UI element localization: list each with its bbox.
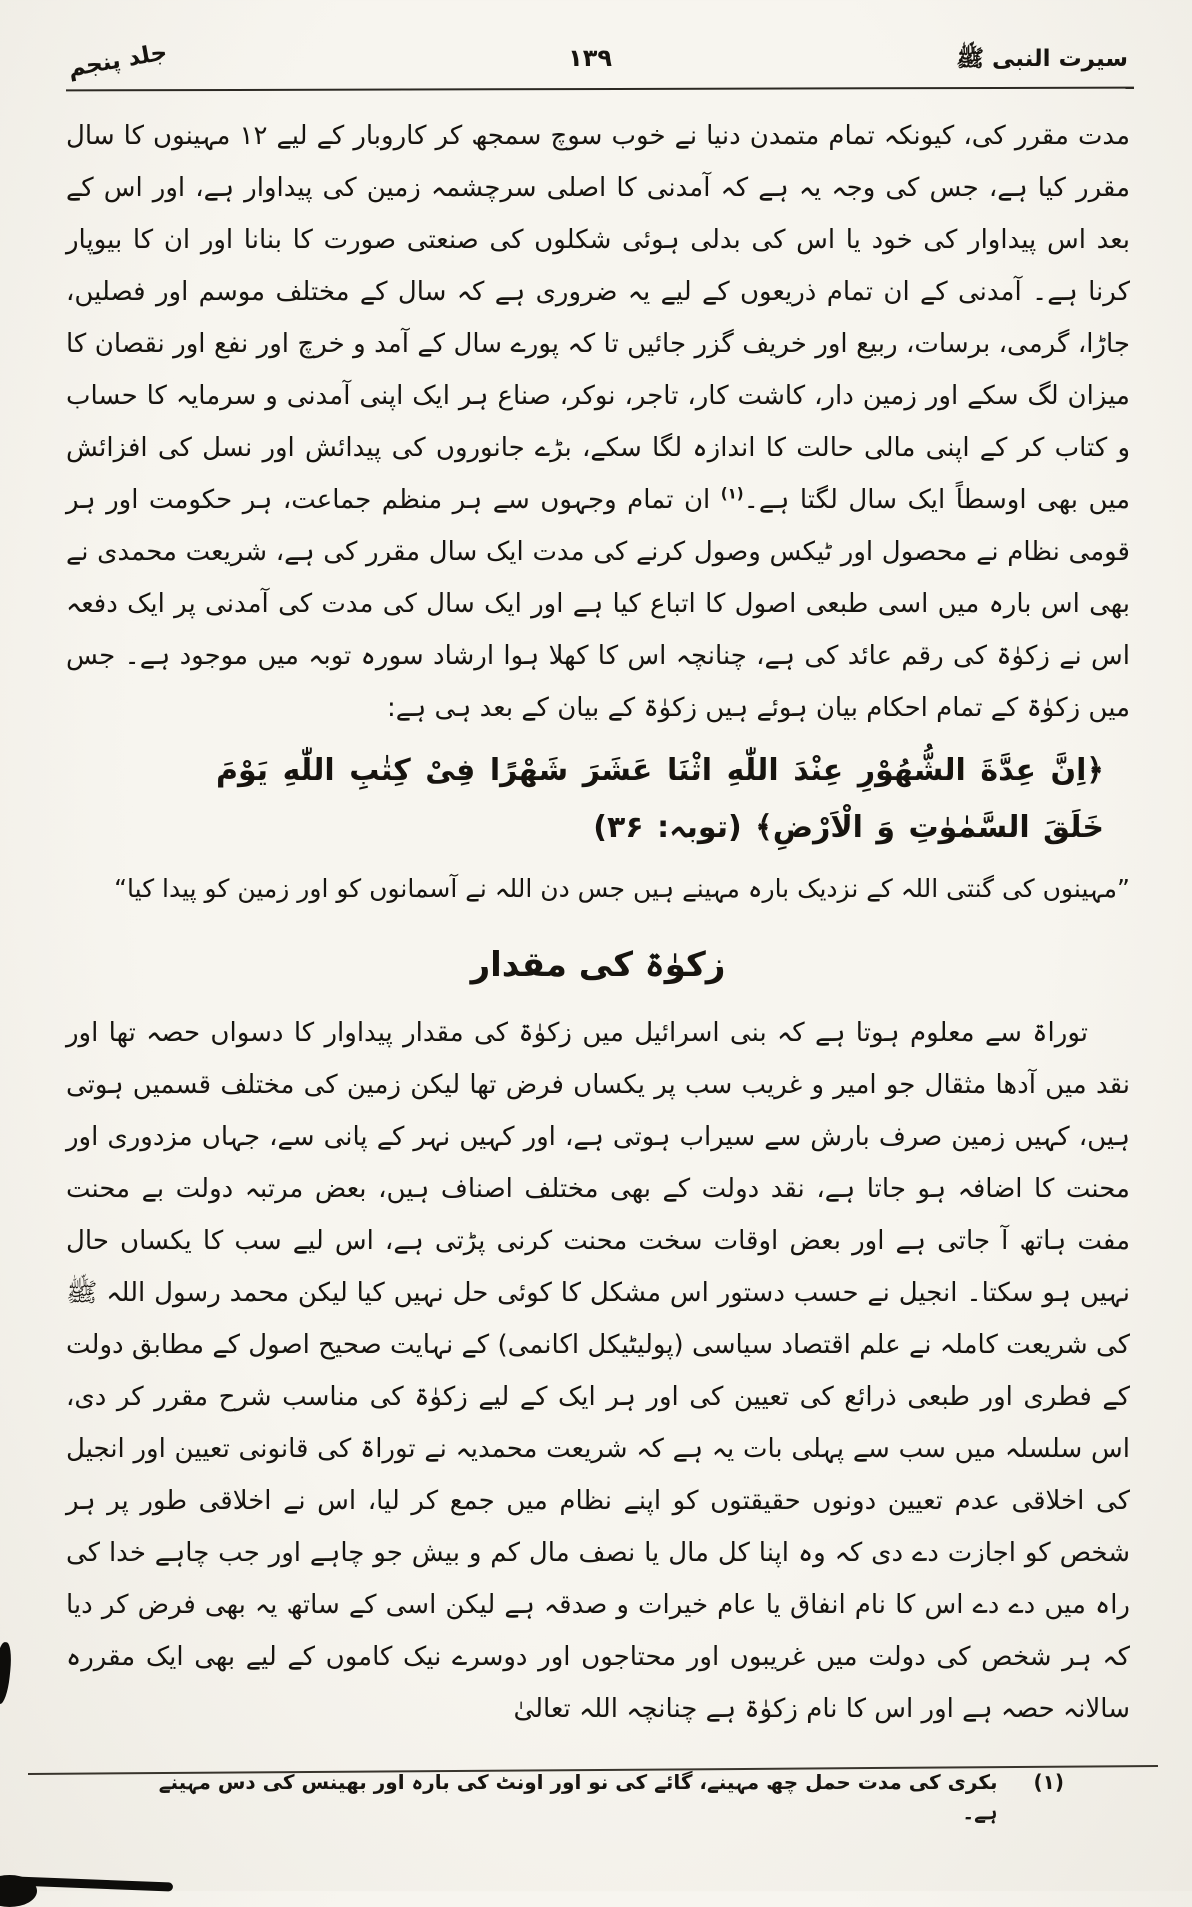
footnote-marker: (۱) [1033,1770,1064,1794]
page-number: ۱۳۹ [568,44,613,72]
footnote [120,1767,1064,1827]
scan-artifact-left-edge [0,1641,13,1704]
paragraph-annual-period-part1: مدت مقرر کی، کیونکہ تمام متمدن دنیا نے خوب سوچ سمجھ کر کاروبار کے لیے ۱۲ مہینوں کا سال مقرر کیا ہے، جس کی وجہ یہ ہے کہ آمدنی کا اصلی سرچشمہ زمین کی پیداوار ہے، اور اس کے بعد اس پیداوار کی خود یا اس کی بدلی ہوئی شکلوں کی صنعتی صورت کا بنانا اور ان کا بیوپار کرنا ہے۔ آمدنی کے ان تمام ذریعوں کے لیے یہ ضروری ہے کہ سال کے مختلف موسم اور فصلیں، جاڑا، گرمی، برسات، ربیع اور خریف گزر جائیں تا کہ پورے سال کے آمد و خرچ اور نفع اور نقصان کا میزان لگ سکے اور زمین دار، کاشت کار، تاجر، نوکر، صناع ہر ایک اپنی آمدنی و سرمایہ کا حساب و کتاب کر کے اپنی مالی حالت کا اندازہ لگا سکے، بڑے جانوروں کی پیدائش اور نسل کی افزائش میں بھی اوسطاً ایک سال لگتا ہے۔ [66,121,1131,515]
header-divider [66,87,1134,92]
footnote-text: بکری کی مدت حمل چھ مہینے، گائے کی نو اور اونٹ کی بارہ اور بھینس کی دس مہینے ہے۔ [158,1770,998,1824]
paragraph-zakat-amount: توراۃ سے معلوم ہوتا ہے کہ بنی اسرائیل میں زکوٰۃ کی مقدار پیداوار کا دسواں حصہ تھا اور نقد میں آدھا مثقال جو امیر و غریب سب پر یکساں فرض تھا لیکن زمین کی مختلف قسمیں ہوتی ہیں، کہیں زمین صرف بارش سے سیراب ہوتی ہے، اور کہیں نہر کے پانی سے، جہاں مزدوری اور محنت کا اضافہ ہو جاتا ہے، نقد دولت کے بھی مختلف اصناف ہیں، بعض مرتبہ دولت بے محنت مفت ہاتھ آ جاتی ہے اور بعض اوقات سخت محنت کرنی پڑتی ہے، اس لیے سب کا یکساں حال نہیں ہو سکتا۔ انجیل نے حسب دستور اس مشکل کا کوئی حل نہیں کیا لیکن محمد رسول اللہ ﷺ کی شریعت کاملہ نے علم اقتصاد سیاسی (پولیٹیکل اکانمی) کے نہایت صحیح اصول کے مطابق دولت کے فطری اور طبعی ذرائع کی تعیین کی اور ہر ایک کے لیے زکوٰۃ کی مناسب شرح مقرر کر دی، اس سلسلہ میں سب سے پہلی بات یہ ہے کہ شریعت محمدیہ نے توراۃ کی قانونی تعیین اور انجیل کی اخلاقی عدم تعیین دونوں حقیقتوں کو اپنے نظام میں جمع کر لیا، اس نے اخلاقی طور پر ہر شخص کو اجازت دے دی کہ وہ اپنا کل مال یا نصف مال کم و بیش جو چاہے اور جب چاہے خدا کی راہ میں دے دے اس کا نام انفاق یا عام خیرات و صدقہ ہے لیکن اسی کے ساتھ یہ بھی فرض کر دیا کہ ہر شخص کی دولت میں غریبوں اور محتاجوں اور دوسرے نیک کاموں کے لیے بھی ایک مقررہ سالانہ حصہ ہے اور اس کا نام زکوٰۃ ہے چنانچہ اللہ تعالیٰ [66,1018,1130,1724]
section-heading-zakat-amount: زکوٰۃ کی مقدار [470,945,726,985]
verse-translation: ”مہینوں کی گنتی اللہ کے نزدیک بارہ مہینے ہیں جس دن اللہ نے آسمانوں کو اور زمین کو پیدا کیا“ [114,874,1130,903]
page-header [66,39,1130,83]
quran-verse: ﴿اِنَّ عِدَّةَ الشُّهُوْرِ عِنْدَ اللّٰهِ اثْنَا عَشَرَ شَهْرًا فِیْ کِتٰبِ اللّٰهِ یَوْمَ خَلَقَ السَّمٰوٰتِ وَ الْاَرْضِ﴾ (توبہ: ۳۶) [216,753,1104,845]
volume-label: جلد پنجم [66,39,170,83]
paragraph-annual-period [66,110,1130,734]
footnote-reference-marker: (۱) [720,484,744,503]
paragraph-annual-period-part2: ان تمام وجہوں سے ہر منظم جماعت، ہر حکومت اور ہر قومی نظام نے محصول اور ٹیکس وصول کرنے کی مدت ایک سال مقرر کی ہے، شریعت محمدی نے بھی اس بارہ میں اسی طبعی اصول کا اتباع کیا ہے اور ایک سال کی مدت کی آمدنی پر ایک دفعہ اس نے زکوٰۃ کی رقم عائد کی ہے، چنانچہ اس کا کھلا ہوا ارشاد سورہ توبہ میں موجود ہے۔ جس میں زکوٰۃ کے تمام احکام بیان ہوئے ہیں زکوٰۃ کے بیان کے بعد ہی ہے: [66,485,1130,723]
book-title: سیرت النبی ﷺ [956,46,1128,72]
